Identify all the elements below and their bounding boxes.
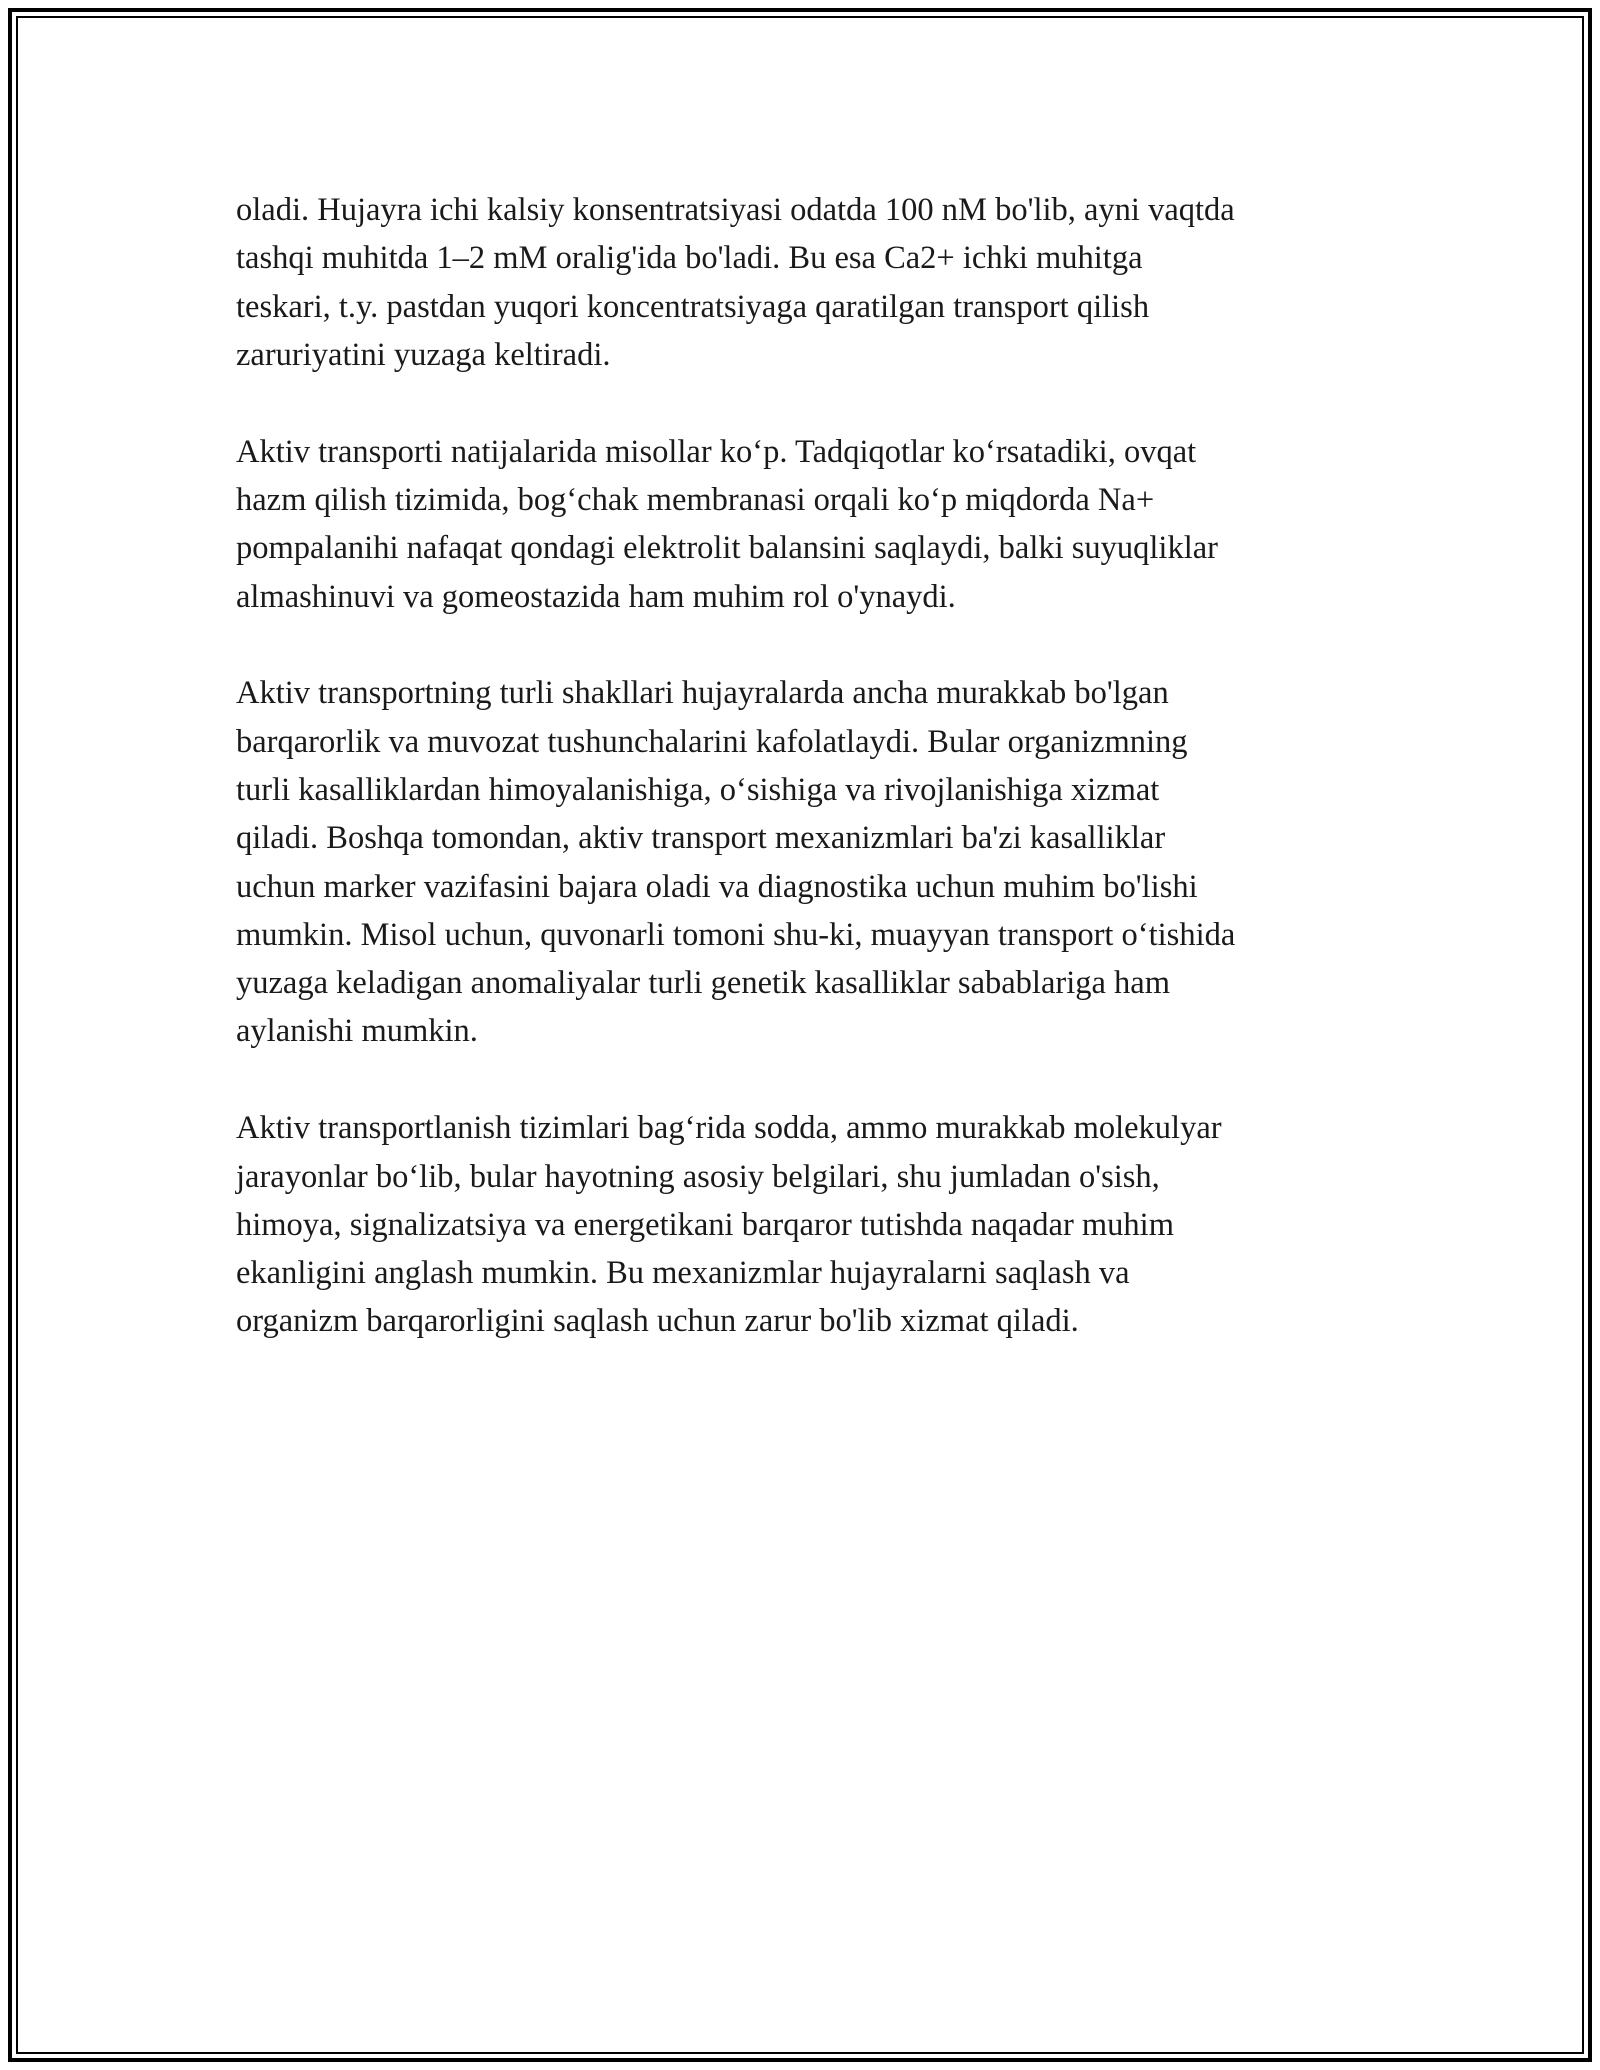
text-line: qiladi. Boshqa tomondan, aktiv transport mexanizmlari ba'zi kasalliklar xyxy=(236,820,1166,857)
text-line: jarayonlar bo‘lib, bular hayotning asosiy belgilari, shu jumladan o'sish, xyxy=(236,1158,1160,1195)
document-body xyxy=(236,186,1376,1394)
text-line: aylanishi mumkin. xyxy=(236,1013,478,1050)
paragraph-3 xyxy=(236,669,1376,1055)
text-line: hazm qilish tizimida, bog‘chak membranasi orqali ko‘p miqdorda Na+ xyxy=(236,481,1155,518)
text-line: Aktiv transporti natijalarida misollar ko‘p. Tadqiqotlar ko‘rsatadiki, ovqat xyxy=(236,433,1197,470)
text-line: barqarorlik va muvozat tushunchalarini kafolatlaydi. Bular organizmning xyxy=(236,723,1188,760)
text-line: himoya, signalizatsiya va energetikani barqaror tutishda naqadar muhim xyxy=(236,1206,1174,1243)
text-line: Aktiv transportlanish tizimlari bag‘rida sodda, ammo murakkab molekulyar xyxy=(236,1110,1222,1147)
text-line: mumkin. Misol uchun, quvonarli tomoni shu-ki, muayyan transport o‘tishida xyxy=(236,916,1236,953)
text-line: almashinuvi va gomeostazida ham muhim rol o'ynaydi. xyxy=(236,578,956,615)
text-line: yuzaga keladigan anomaliyalar turli genetik kasalliklar sabablariga ham xyxy=(236,965,1170,1002)
text-line: uchun marker vazifasini bajara oladi va diagnostika uchun muhim bo'lishi xyxy=(236,868,1198,905)
text-line: teskari, t.y. pastdan yuqori koncentratsiyaga qaratilgan transport qilish xyxy=(236,288,1150,325)
text-line: turli kasalliklardan himoyalanishiga, o‘sishiga va rivojlanishiga xizmat xyxy=(236,771,1160,808)
text-line: organizm barqarorligini saqlash uchun zarur bo'lib xizmat qiladi. xyxy=(236,1303,1079,1340)
paragraph-1 xyxy=(236,186,1376,379)
paragraph-2 xyxy=(236,428,1376,621)
text-line: pompalanihi nafaqat qondagi elektrolit balansini saqlaydi, balki suyuqliklar xyxy=(236,530,1218,567)
text-line: ekanligini anglash mumkin. Bu mexanizmlar hujayralarni saqlash va xyxy=(236,1255,1130,1292)
text-line: zaruriyatini yuzaga keltiradi. xyxy=(236,336,611,373)
text-line: Aktiv transportning turli shakllari hujayralarda ancha murakkab bo'lgan xyxy=(236,675,1169,712)
text-line: oladi. Hujayra ichi kalsiy konsentratsiyasi odatda 100 nM bo'lib, ayni vaqtda xyxy=(236,192,1235,228)
text-line: tashqi muhitda 1–2 mM oralig'ida bo'ladi. Bu esa Ca2+ ichki muhitga xyxy=(236,240,1143,277)
paragraph-4 xyxy=(236,1104,1376,1345)
